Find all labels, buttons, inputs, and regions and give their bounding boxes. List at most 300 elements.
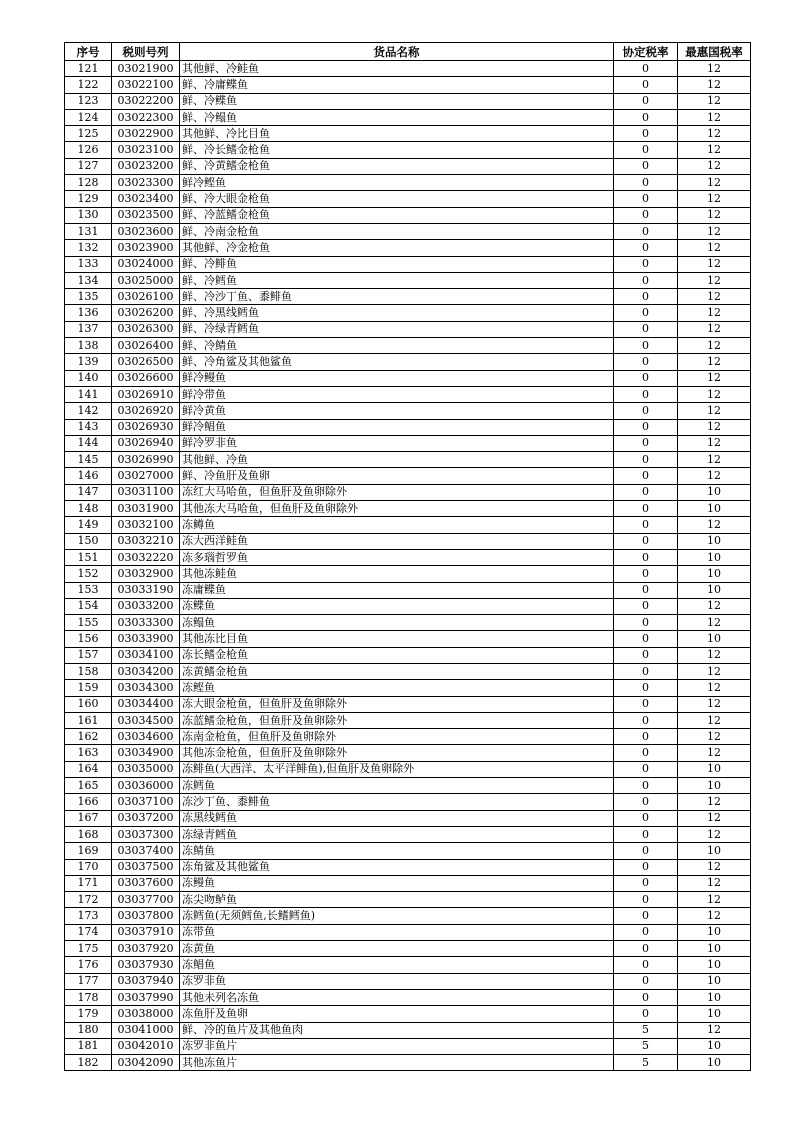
agreement-rate-cell: 0 <box>614 321 678 337</box>
goods-name-cell: 冻大眼金枪鱼，但鱼肝及鱼卵除外 <box>180 696 614 712</box>
tariff-code-cell: 03042090 <box>112 1055 180 1071</box>
table-row <box>65 501 751 517</box>
mfn-rate-cell: 12 <box>678 892 751 908</box>
table-row <box>65 484 751 500</box>
mfn-rate-cell: 12 <box>678 696 751 712</box>
index-cell: 162 <box>65 729 112 745</box>
goods-name-cell: 鲜冷鲳鱼 <box>180 419 614 435</box>
mfn-rate-cell: 12 <box>678 680 751 696</box>
table-row <box>65 305 751 321</box>
goods-name-cell: 鲜、冷长鳍金枪鱼 <box>180 142 614 158</box>
table-row <box>65 696 751 712</box>
tariff-code-cell: 03024000 <box>112 256 180 272</box>
goods-name-cell: 鲜、冷鲱鱼 <box>180 256 614 272</box>
tariff-code-cell: 03023300 <box>112 175 180 191</box>
index-cell: 145 <box>65 452 112 468</box>
agreement-rate-cell: 0 <box>614 386 678 402</box>
tariff-code-cell: 03034100 <box>112 647 180 663</box>
agreement-rate-cell: 0 <box>614 908 678 924</box>
table-row <box>65 1055 751 1071</box>
table-row <box>65 419 751 435</box>
tariff-code-cell: 03037990 <box>112 989 180 1005</box>
tariff-code-cell: 03037400 <box>112 843 180 859</box>
index-cell: 137 <box>65 321 112 337</box>
table-row <box>65 191 751 207</box>
table-row <box>65 354 751 370</box>
tariff-code-cell: 03033190 <box>112 582 180 598</box>
goods-name-cell: 冻罗非鱼 <box>180 973 614 989</box>
agreement-rate-cell: 0 <box>614 240 678 256</box>
goods-name-cell: 冻鱼肝及鱼卵 <box>180 1006 614 1022</box>
table-row <box>65 533 751 549</box>
goods-name-cell: 冻鲽鱼 <box>180 598 614 614</box>
agreement-rate-cell: 0 <box>614 93 678 109</box>
tariff-code-cell: 03032210 <box>112 533 180 549</box>
mfn-rate-cell: 12 <box>678 859 751 875</box>
index-cell: 182 <box>65 1055 112 1071</box>
agreement-rate-cell: 0 <box>614 843 678 859</box>
index-cell: 153 <box>65 582 112 598</box>
mfn-rate-cell: 12 <box>678 370 751 386</box>
agreement-rate-cell: 0 <box>614 191 678 207</box>
goods-name-cell: 鲜、冷鲽鱼 <box>180 93 614 109</box>
index-cell: 154 <box>65 598 112 614</box>
table-row <box>65 272 751 288</box>
tariff-code-cell: 03033300 <box>112 615 180 631</box>
index-cell: 155 <box>65 615 112 631</box>
table-row <box>65 61 751 77</box>
mfn-rate-cell: 10 <box>678 778 751 794</box>
index-cell: 166 <box>65 794 112 810</box>
goods-name-cell: 鲜、冷鳕鱼 <box>180 272 614 288</box>
mfn-rate-cell: 10 <box>678 501 751 517</box>
agreement-rate-cell: 0 <box>614 761 678 777</box>
tariff-code-cell: 03034200 <box>112 663 180 679</box>
table-row <box>65 892 751 908</box>
goods-name-cell: 鲜冷罗非鱼 <box>180 435 614 451</box>
goods-name-cell: 鲜、冷蓝鳍金枪鱼 <box>180 207 614 223</box>
index-cell: 176 <box>65 957 112 973</box>
tariff-code-cell: 03026910 <box>112 386 180 402</box>
agreement-rate-cell: 0 <box>614 696 678 712</box>
table-row <box>65 517 751 533</box>
index-cell: 126 <box>65 142 112 158</box>
table-row <box>65 761 751 777</box>
agreement-rate-cell: 0 <box>614 370 678 386</box>
index-cell: 174 <box>65 924 112 940</box>
table-row <box>65 93 751 109</box>
mfn-rate-cell: 12 <box>678 419 751 435</box>
tariff-code-cell: 03034400 <box>112 696 180 712</box>
table-row <box>65 468 751 484</box>
agreement-rate-cell: 0 <box>614 452 678 468</box>
index-cell: 181 <box>65 1038 112 1054</box>
mfn-rate-cell: 12 <box>678 109 751 125</box>
mfn-rate-cell: 10 <box>678 973 751 989</box>
header-index: 序号 <box>65 43 112 61</box>
header-row <box>65 43 751 61</box>
table-row <box>65 566 751 582</box>
agreement-rate-cell: 0 <box>614 663 678 679</box>
mfn-rate-cell: 12 <box>678 338 751 354</box>
goods-name-cell: 冻黄鳍金枪鱼 <box>180 663 614 679</box>
mfn-rate-cell: 12 <box>678 435 751 451</box>
index-cell: 172 <box>65 892 112 908</box>
table-row <box>65 810 751 826</box>
goods-name-cell: 冻角鲨及其他鲨鱼 <box>180 859 614 875</box>
tariff-code-cell: 03032220 <box>112 549 180 565</box>
goods-name-cell: 冻尖吻鲈鱼 <box>180 892 614 908</box>
table-row <box>65 321 751 337</box>
goods-name-cell: 鲜、冷黑线鳕鱼 <box>180 305 614 321</box>
mfn-rate-cell: 12 <box>678 598 751 614</box>
header-goods-name: 货品名称 <box>180 43 614 61</box>
index-cell: 160 <box>65 696 112 712</box>
mfn-rate-cell: 12 <box>678 289 751 305</box>
tariff-code-cell: 03026400 <box>112 338 180 354</box>
tariff-code-cell: 03037100 <box>112 794 180 810</box>
table-row <box>65 77 751 93</box>
table-row <box>65 582 751 598</box>
mfn-rate-cell: 12 <box>678 647 751 663</box>
agreement-rate-cell: 0 <box>614 1006 678 1022</box>
table-row <box>65 826 751 842</box>
goods-name-cell: 冻庸鲽鱼 <box>180 582 614 598</box>
table-row <box>65 941 751 957</box>
mfn-rate-cell: 10 <box>678 533 751 549</box>
agreement-rate-cell: 0 <box>614 468 678 484</box>
index-cell: 143 <box>65 419 112 435</box>
agreement-rate-cell: 0 <box>614 631 678 647</box>
goods-name-cell: 其他冻鱼片 <box>180 1055 614 1071</box>
agreement-rate-cell: 0 <box>614 354 678 370</box>
goods-name-cell: 其他鲜、冷金枪鱼 <box>180 240 614 256</box>
index-cell: 170 <box>65 859 112 875</box>
mfn-rate-cell: 12 <box>678 745 751 761</box>
mfn-rate-cell: 10 <box>678 1055 751 1071</box>
agreement-rate-cell: 5 <box>614 1022 678 1038</box>
table-row <box>65 370 751 386</box>
tariff-code-cell: 03026600 <box>112 370 180 386</box>
agreement-rate-cell: 0 <box>614 338 678 354</box>
table-row <box>65 386 751 402</box>
index-cell: 163 <box>65 745 112 761</box>
goods-name-cell: 冻南金枪鱼，但鱼肝及鱼卵除外 <box>180 729 614 745</box>
mfn-rate-cell: 10 <box>678 484 751 500</box>
header-agreement-rate: 协定税率 <box>614 43 678 61</box>
agreement-rate-cell: 0 <box>614 223 678 239</box>
tariff-code-cell: 03021900 <box>112 61 180 77</box>
goods-name-cell: 冻带鱼 <box>180 924 614 940</box>
goods-name-cell: 冻绿青鳕鱼 <box>180 826 614 842</box>
table-row <box>65 631 751 647</box>
table-row <box>65 549 751 565</box>
agreement-rate-cell: 0 <box>614 61 678 77</box>
agreement-rate-cell: 0 <box>614 598 678 614</box>
tariff-code-cell: 03023600 <box>112 223 180 239</box>
tariff-code-cell: 03036000 <box>112 778 180 794</box>
mfn-rate-cell: 12 <box>678 354 751 370</box>
table-row <box>65 859 751 875</box>
mfn-rate-cell: 12 <box>678 663 751 679</box>
table-row <box>65 615 751 631</box>
index-cell: 164 <box>65 761 112 777</box>
mfn-rate-cell: 12 <box>678 126 751 142</box>
agreement-rate-cell: 0 <box>614 647 678 663</box>
index-cell: 125 <box>65 126 112 142</box>
agreement-rate-cell: 0 <box>614 109 678 125</box>
goods-name-cell: 鲜、冷鲭鱼 <box>180 338 614 354</box>
goods-name-cell: 鲜、冷绿青鳕鱼 <box>180 321 614 337</box>
agreement-rate-cell: 0 <box>614 484 678 500</box>
table-row <box>65 843 751 859</box>
goods-name-cell: 鲜、冷的鱼片及其他鱼肉 <box>180 1022 614 1038</box>
index-cell: 144 <box>65 435 112 451</box>
tariff-code-cell: 03037930 <box>112 957 180 973</box>
tariff-code-cell: 03031100 <box>112 484 180 500</box>
goods-name-cell: 鲜、冷黄鳍金枪鱼 <box>180 158 614 174</box>
tariff-code-cell: 03032100 <box>112 517 180 533</box>
agreement-rate-cell: 0 <box>614 680 678 696</box>
goods-name-cell: 其他鲜、冷鱼 <box>180 452 614 468</box>
goods-name-cell: 冻鳟鱼 <box>180 517 614 533</box>
agreement-rate-cell: 0 <box>614 142 678 158</box>
index-cell: 135 <box>65 289 112 305</box>
table-row <box>65 778 751 794</box>
tariff-code-cell: 03037600 <box>112 875 180 891</box>
table-row <box>65 223 751 239</box>
agreement-rate-cell: 0 <box>614 158 678 174</box>
tariff-code-cell: 03037200 <box>112 810 180 826</box>
goods-name-cell: 其他冻金枪鱼，但鱼肝及鱼卵除外 <box>180 745 614 761</box>
mfn-rate-cell: 12 <box>678 1022 751 1038</box>
agreement-rate-cell: 0 <box>614 924 678 940</box>
agreement-rate-cell: 0 <box>614 305 678 321</box>
mfn-rate-cell: 12 <box>678 93 751 109</box>
index-cell: 159 <box>65 680 112 696</box>
goods-name-cell: 冻鲣鱼 <box>180 680 614 696</box>
tariff-code-cell: 03027000 <box>112 468 180 484</box>
index-cell: 122 <box>65 77 112 93</box>
table-row <box>65 712 751 728</box>
goods-name-cell: 其他未列名冻鱼 <box>180 989 614 1005</box>
mfn-rate-cell: 12 <box>678 403 751 419</box>
agreement-rate-cell: 0 <box>614 892 678 908</box>
agreement-rate-cell: 0 <box>614 501 678 517</box>
index-cell: 138 <box>65 338 112 354</box>
index-cell: 140 <box>65 370 112 386</box>
index-cell: 123 <box>65 93 112 109</box>
tariff-code-cell: 03023200 <box>112 158 180 174</box>
goods-name-cell: 鲜冷黄鱼 <box>180 403 614 419</box>
goods-name-cell: 冻鳎鱼 <box>180 615 614 631</box>
index-cell: 132 <box>65 240 112 256</box>
table-row <box>65 680 751 696</box>
agreement-rate-cell: 0 <box>614 973 678 989</box>
goods-name-cell: 鲜、冷大眼金枪鱼 <box>180 191 614 207</box>
mfn-rate-cell: 10 <box>678 1038 751 1054</box>
tariff-code-cell: 03026100 <box>112 289 180 305</box>
tariff-code-cell: 03022300 <box>112 109 180 125</box>
tariff-code-cell: 03023500 <box>112 207 180 223</box>
tariff-code-cell: 03023900 <box>112 240 180 256</box>
mfn-rate-cell: 12 <box>678 452 751 468</box>
mfn-rate-cell: 12 <box>678 175 751 191</box>
goods-name-cell: 其他鲜、冷鲑鱼 <box>180 61 614 77</box>
index-cell: 141 <box>65 386 112 402</box>
mfn-rate-cell: 10 <box>678 631 751 647</box>
index-cell: 133 <box>65 256 112 272</box>
agreement-rate-cell: 0 <box>614 419 678 435</box>
mfn-rate-cell: 12 <box>678 142 751 158</box>
index-cell: 147 <box>65 484 112 500</box>
tariff-code-cell: 03026940 <box>112 435 180 451</box>
mfn-rate-cell: 10 <box>678 582 751 598</box>
goods-name-cell: 鲜、冷沙丁鱼、黍鲱鱼 <box>180 289 614 305</box>
table-row <box>65 973 751 989</box>
goods-name-cell: 冻鲭鱼 <box>180 843 614 859</box>
agreement-rate-cell: 0 <box>614 403 678 419</box>
index-cell: 128 <box>65 175 112 191</box>
mfn-rate-cell: 10 <box>678 549 751 565</box>
tariff-code-cell: 03025000 <box>112 272 180 288</box>
tariff-code-cell: 03037700 <box>112 892 180 908</box>
agreement-rate-cell: 5 <box>614 1038 678 1054</box>
index-cell: 139 <box>65 354 112 370</box>
index-cell: 151 <box>65 549 112 565</box>
index-cell: 148 <box>65 501 112 517</box>
tariff-code-cell: 03026920 <box>112 403 180 419</box>
mfn-rate-cell: 12 <box>678 517 751 533</box>
goods-name-cell: 其他冻大马哈鱼，但鱼肝及鱼卵除外 <box>180 501 614 517</box>
index-cell: 173 <box>65 908 112 924</box>
table-row <box>65 175 751 191</box>
tariff-code-cell: 03037500 <box>112 859 180 875</box>
tariff-code-cell: 03023100 <box>112 142 180 158</box>
agreement-rate-cell: 0 <box>614 549 678 565</box>
agreement-rate-cell: 0 <box>614 272 678 288</box>
agreement-rate-cell: 0 <box>614 810 678 826</box>
index-cell: 150 <box>65 533 112 549</box>
tariff-code-cell: 03037300 <box>112 826 180 842</box>
table-row <box>65 908 751 924</box>
goods-name-cell: 鲜、冷鱼肝及鱼卵 <box>180 468 614 484</box>
mfn-rate-cell: 12 <box>678 386 751 402</box>
index-cell: 168 <box>65 826 112 842</box>
mfn-rate-cell: 10 <box>678 924 751 940</box>
goods-name-cell: 冻罗非鱼片 <box>180 1038 614 1054</box>
goods-name-cell: 冻沙丁鱼、黍鲱鱼 <box>180 794 614 810</box>
tariff-code-cell: 03037920 <box>112 941 180 957</box>
tariff-code-cell: 03026990 <box>112 452 180 468</box>
agreement-rate-cell: 0 <box>614 126 678 142</box>
goods-name-cell: 鲜冷带鱼 <box>180 386 614 402</box>
tariff-code-cell: 03033900 <box>112 631 180 647</box>
mfn-rate-cell: 12 <box>678 191 751 207</box>
mfn-rate-cell: 12 <box>678 826 751 842</box>
agreement-rate-cell: 0 <box>614 875 678 891</box>
goods-name-cell: 鲜、冷鳎鱼 <box>180 109 614 125</box>
tariff-code-cell: 03042010 <box>112 1038 180 1054</box>
index-cell: 165 <box>65 778 112 794</box>
table-row <box>65 1022 751 1038</box>
mfn-rate-cell: 12 <box>678 305 751 321</box>
mfn-rate-cell: 12 <box>678 240 751 256</box>
mfn-rate-cell: 10 <box>678 566 751 582</box>
index-cell: 161 <box>65 712 112 728</box>
index-cell: 169 <box>65 843 112 859</box>
index-cell: 152 <box>65 566 112 582</box>
index-cell: 136 <box>65 305 112 321</box>
table-row <box>65 452 751 468</box>
mfn-rate-cell: 12 <box>678 615 751 631</box>
tariff-code-cell: 03026930 <box>112 419 180 435</box>
mfn-rate-cell: 12 <box>678 77 751 93</box>
agreement-rate-cell: 0 <box>614 256 678 272</box>
tariff-code-cell: 03038000 <box>112 1006 180 1022</box>
mfn-rate-cell: 10 <box>678 1006 751 1022</box>
goods-name-cell: 冻黄鱼 <box>180 941 614 957</box>
goods-name-cell: 鲜、冷角鲨及其他鲨鱼 <box>180 354 614 370</box>
index-cell: 134 <box>65 272 112 288</box>
goods-name-cell: 冻长鳍金枪鱼 <box>180 647 614 663</box>
tariff-code-cell: 03031900 <box>112 501 180 517</box>
index-cell: 179 <box>65 1006 112 1022</box>
tariff-code-cell: 03037940 <box>112 973 180 989</box>
table-row <box>65 207 751 223</box>
agreement-rate-cell: 0 <box>614 435 678 451</box>
agreement-rate-cell: 0 <box>614 517 678 533</box>
agreement-rate-cell: 0 <box>614 745 678 761</box>
mfn-rate-cell: 12 <box>678 158 751 174</box>
goods-name-cell: 冻多瑙哲罗鱼 <box>180 549 614 565</box>
tariff-code-cell: 03026200 <box>112 305 180 321</box>
goods-name-cell: 冻蓝鳍金枪鱼，但鱼肝及鱼卵除外 <box>180 712 614 728</box>
table-row <box>65 403 751 419</box>
table-row <box>65 338 751 354</box>
table-row <box>65 1006 751 1022</box>
index-cell: 146 <box>65 468 112 484</box>
index-cell: 180 <box>65 1022 112 1038</box>
mfn-rate-cell: 12 <box>678 810 751 826</box>
goods-name-cell: 冻黑线鳕鱼 <box>180 810 614 826</box>
table-row <box>65 875 751 891</box>
tariff-code-cell: 03026500 <box>112 354 180 370</box>
goods-name-cell: 其他冻鲑鱼 <box>180 566 614 582</box>
table-row <box>65 158 751 174</box>
index-cell: 175 <box>65 941 112 957</box>
table-row <box>65 745 751 761</box>
index-cell: 177 <box>65 973 112 989</box>
agreement-rate-cell: 0 <box>614 794 678 810</box>
mfn-rate-cell: 10 <box>678 989 751 1005</box>
table-row <box>65 729 751 745</box>
mfn-rate-cell: 12 <box>678 908 751 924</box>
mfn-rate-cell: 10 <box>678 843 751 859</box>
mfn-rate-cell: 10 <box>678 761 751 777</box>
agreement-rate-cell: 5 <box>614 1055 678 1071</box>
mfn-rate-cell: 12 <box>678 256 751 272</box>
tariff-table <box>64 42 751 1071</box>
mfn-rate-cell: 12 <box>678 875 751 891</box>
goods-name-cell: 冻大西洋鲑鱼 <box>180 533 614 549</box>
agreement-rate-cell: 0 <box>614 989 678 1005</box>
goods-name-cell: 冻鳕鱼 <box>180 778 614 794</box>
agreement-rate-cell: 0 <box>614 175 678 191</box>
agreement-rate-cell: 0 <box>614 77 678 93</box>
agreement-rate-cell: 0 <box>614 729 678 745</box>
mfn-rate-cell: 10 <box>678 941 751 957</box>
